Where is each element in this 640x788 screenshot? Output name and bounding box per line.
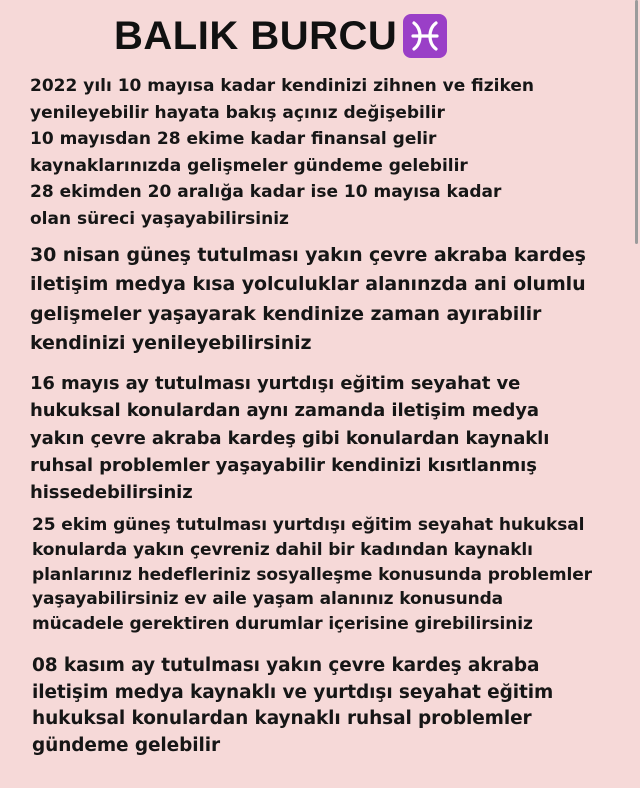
text-line: 08 kasım ay tutulması yakın çevre kardeş akraba — [32, 655, 540, 676]
text-line: yakın çevre akraba kardeş gibi konulardan kaynaklı — [30, 427, 550, 449]
pisces-glyph-icon — [408, 19, 442, 53]
text-line: hukuksal konulardan aynı zamanda iletişim medya — [30, 400, 539, 422]
text-line: 10 mayısdan 28 ekime kadar finansal gelir — [30, 129, 437, 150]
text-line: 30 nisan güneş tutulması yakın çevre akraba kardeş — [30, 244, 586, 266]
pisces-symbol-icon — [403, 14, 447, 58]
text-line: mücadele gerektiren durumlar içerisine girebilirsiniz — [32, 614, 533, 635]
text-line: iletişim medya kısa yolculuklar alanınzda ani olumlu — [30, 273, 586, 296]
paragraph-16-may-eclipse — [30, 370, 549, 506]
text-line: yaşayabilirsiniz ev aile yaşam alanınız konusunda — [32, 589, 504, 610]
text-line: 28 ekimden 20 aralığa kadar ise 10 mayısa kadar — [30, 182, 502, 203]
text-line: ruhsal problemler yaşayabilir kendinizi kısıtlanmış — [30, 454, 537, 476]
paragraph-2022-year — [30, 73, 534, 233]
text-line: iletişim medya kaynaklı ve yurtdışı seyahat eğitim — [32, 681, 554, 703]
text-line: hukuksal konulardan kaynaklı ruhsal problemler — [32, 708, 532, 729]
paragraph-25-october-eclipse — [32, 513, 592, 637]
text-line: kaynaklarınızda gelişmeler gündeme gelebilir — [30, 155, 468, 176]
paragraph-8-november-eclipse — [32, 653, 553, 759]
text-line: 25 ekim güneş tutulması yurtdışı eğitim seyahat hukuksal — [32, 515, 585, 535]
text-line: planlarınız hedefleriniz sosyalleşme konusunda problemler — [32, 564, 592, 585]
text-line: olan süreci yaşayabilirsiniz — [30, 208, 289, 229]
title-row — [114, 8, 447, 64]
page-title: BALIK BURCU — [114, 14, 398, 58]
scroll-indicator[interactable] — [635, 0, 638, 244]
text-line: 16 mayıs ay tutulması yurtdışı eğitim seyahat ve — [30, 373, 521, 394]
paragraph-30-april-eclipse — [30, 241, 586, 358]
text-line: yenileyebilir hayata bakış açınız değişebilir — [30, 102, 445, 123]
text-line: gündeme gelebilir — [32, 734, 221, 756]
text-line: hissedebilirsiniz — [30, 482, 193, 504]
text-line: kendinizi yenileyebilirsiniz — [30, 331, 312, 354]
text-line: konularda yakın çevreniz dahil bir kadından kaynaklı — [32, 539, 533, 560]
text-line: gelişmeler yaşayarak kendinize zaman ayırabilir — [30, 302, 542, 325]
text-line: 2022 yılı 10 mayısa kadar kendinizi zihnen ve fiziken — [30, 76, 534, 96]
